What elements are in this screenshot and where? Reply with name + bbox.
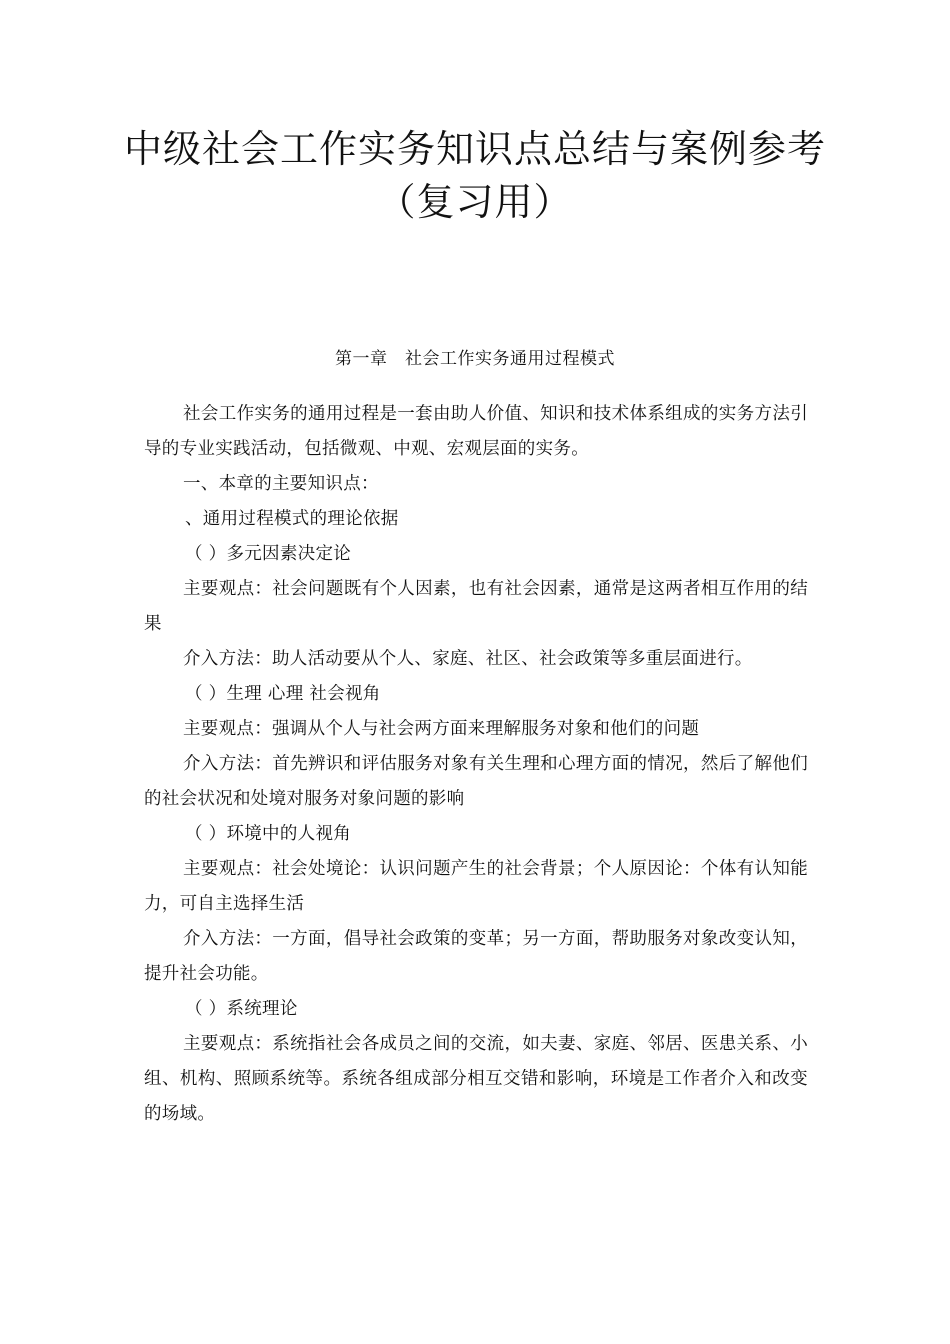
main-point-paragraph: 主要观点：系统指社会各成员之间的交流，如夫妻、家庭、邻居、医患关系、小组、机构、照顾系统等。系统各组成部分相互交错和影响，环境是工作者介入和改变的场域。	[144, 1034, 808, 1124]
intervention-paragraph: 介入方法：一方面，倡导社会政策的变革；另一方面，帮助服务对象改变认知，提升社会功能。	[144, 929, 808, 984]
chapter-heading: 第一章 社会工作实务通用过程模式	[335, 349, 615, 369]
intervention-paragraph: 介入方法：助人活动要从个人、家庭、社区、社会政策等多重层面进行。	[183, 649, 753, 669]
section-heading: 一、本章的主要知识点：	[183, 474, 379, 494]
main-point-paragraph: 主要观点：社会问题既有个人因素，也有社会因素，通常是这两者相互作用的结果	[144, 579, 808, 634]
topic-heading: （ ）多元因素决定论	[185, 544, 352, 564]
intro-paragraph: 社会工作实务的通用过程是一套由助人价值、知识和技术体系组成的实务方法引导的专业实践活动，包括微观、中观、宏观层面的实务。	[144, 404, 808, 459]
intervention-paragraph: 介入方法：首先辨识和评估服务对象有关生理和心理方面的情况，然后了解他们的社会状况和处境对服务对象问题的影响	[144, 754, 808, 809]
document-body	[144, 397, 808, 1132]
main-point-paragraph: 主要观点：社会处境论：认识问题产生的社会背景；个人原因论：个体有认知能力，可自主选择生活	[144, 859, 808, 914]
topic-heading: （ ）系统理论	[185, 999, 298, 1019]
document-title-line-2: （复习用）	[377, 180, 573, 224]
topic-heading: （ ）生理 心理 社会视角	[185, 684, 381, 704]
topic-heading: （ ）环境中的人视角	[185, 824, 352, 844]
main-point-paragraph: 主要观点：强调从个人与社会两方面来理解服务对象和他们的问题	[183, 719, 700, 739]
subsection-heading: 、通用过程模式的理论依据	[185, 509, 399, 529]
document-title-line-1: 中级社会工作实务知识点总结与案例参考	[123, 127, 826, 171]
